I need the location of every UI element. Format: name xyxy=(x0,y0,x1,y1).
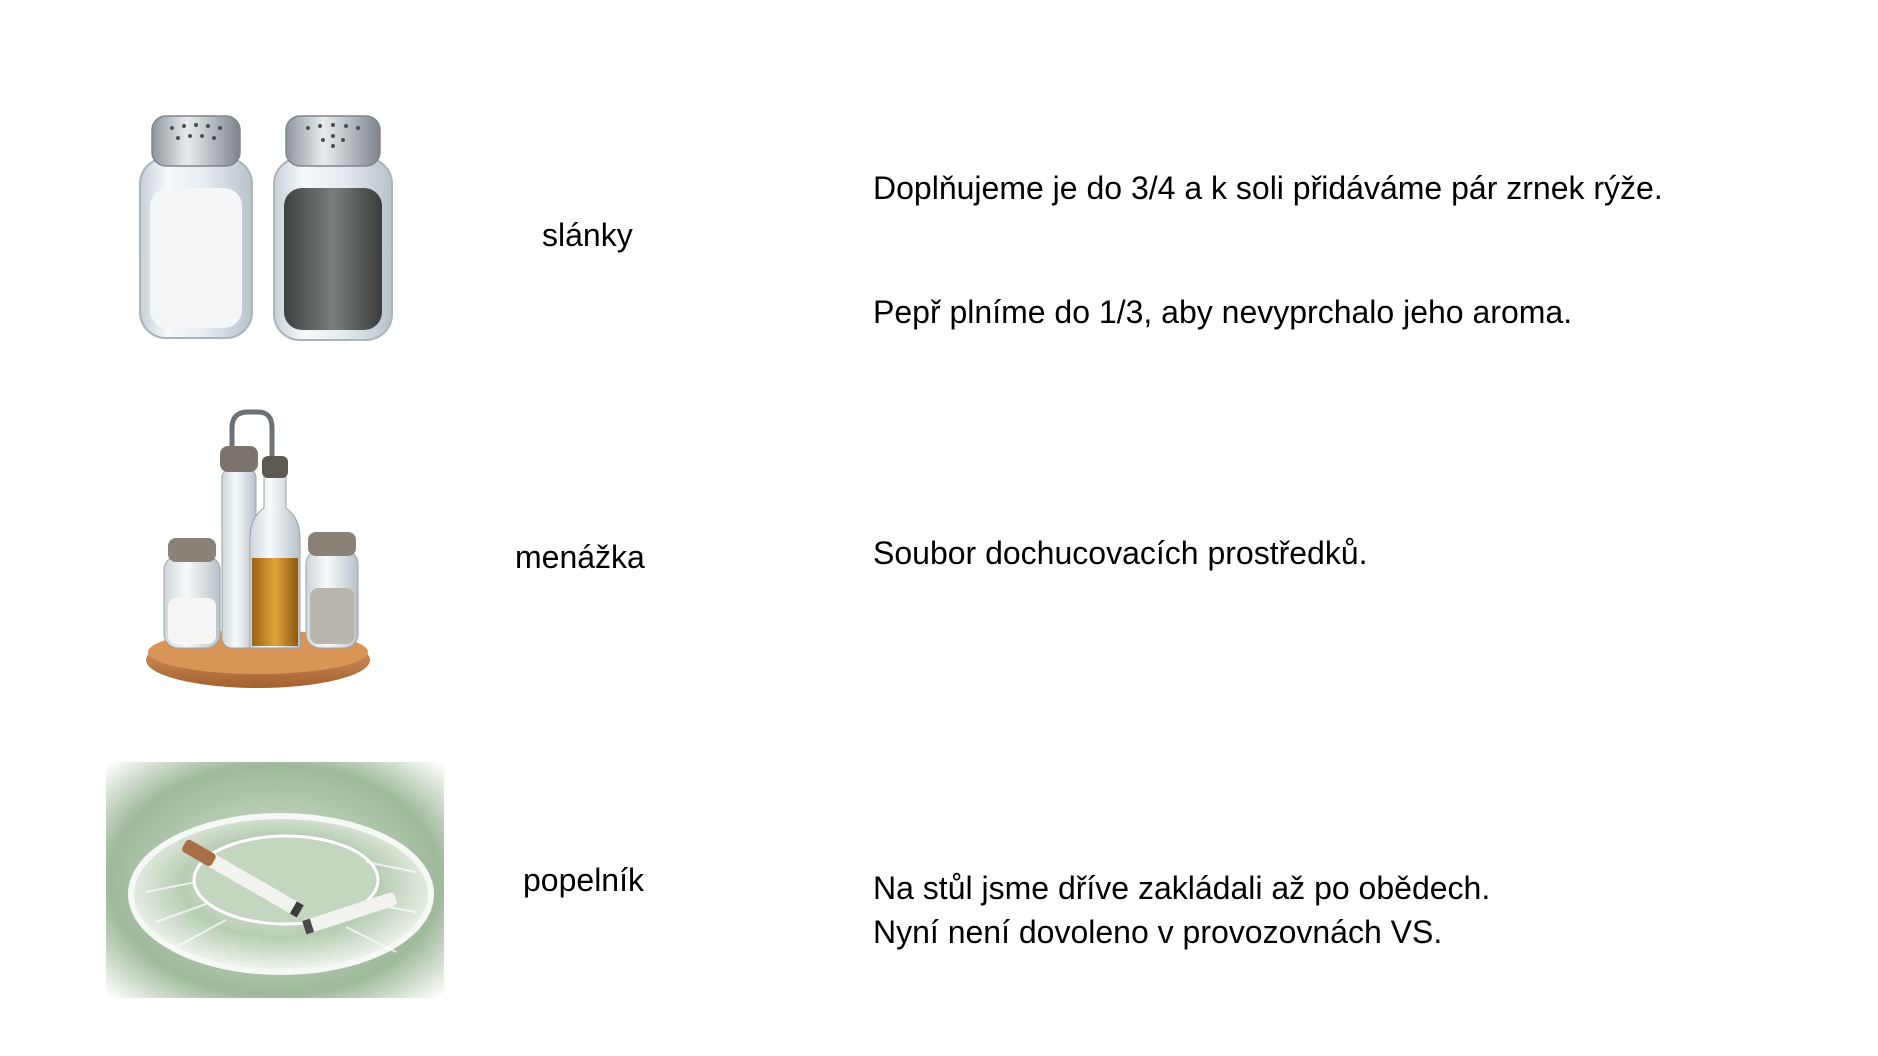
description-line: Doplňujeme je do 3/4 a k soli přidáváme pár zrnek rýže. xyxy=(873,170,1663,206)
description-line: Pepř plníme do 1/3, aby nevyprchalo jeho aroma. xyxy=(873,294,1573,330)
item-label-slanky: slánky xyxy=(542,217,633,253)
description-slanky xyxy=(873,166,1663,334)
ashtray-icon xyxy=(106,762,444,998)
description-popelnik xyxy=(873,866,1490,954)
item-label-popelnik: popelník xyxy=(523,862,644,898)
salt-pepper-shakers-image xyxy=(128,108,408,348)
ashtray-image xyxy=(106,762,444,998)
shakers-icon xyxy=(128,108,408,348)
description-menazka xyxy=(873,531,1368,575)
description-line: Soubor dochucovacích prostředků. xyxy=(873,535,1368,571)
description-line: Na stůl jsme dříve zakládali až po obědech. xyxy=(873,870,1491,906)
description-line: Nyní není dovoleno v provozovnách VS. xyxy=(873,914,1443,950)
condiment-set-icon xyxy=(140,408,380,693)
item-label-menazka: menážka xyxy=(515,539,645,575)
condiment-set-image xyxy=(140,408,380,693)
